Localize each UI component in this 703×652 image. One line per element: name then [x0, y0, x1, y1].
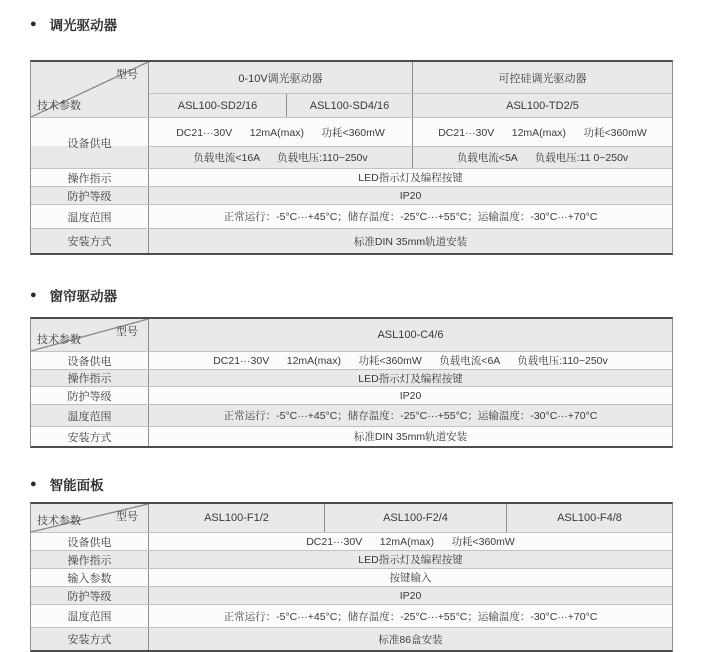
- power-subrow-load: [149, 146, 672, 168]
- value-temperature: 正常运行：-5°C···+45°C；储存温度：-25°C···+55°C；运输温度：-30°C···+70°C: [223, 410, 598, 422]
- table-row-mounting: [31, 627, 672, 650]
- corner-cell: [31, 62, 149, 117]
- row-label-temperature: 温度范围: [31, 605, 149, 627]
- table-row-protection: [31, 386, 672, 404]
- value-power: DC21···30V 12mA(max) 功耗<360mW 负载电流<6A 负载电压:110~250v: [213, 355, 608, 367]
- table-row-temperature: [31, 404, 672, 426]
- table-row-input: [31, 568, 672, 586]
- corner-cell: [31, 504, 149, 532]
- table-row-power: [31, 532, 672, 550]
- row-label-protection: 防护等级: [31, 387, 149, 404]
- dimmer-driver-spec-table: [30, 60, 673, 255]
- row-label-operation: 操作指示: [31, 370, 149, 386]
- table-row-power: [31, 117, 672, 168]
- section-title-dimmer-driver: [30, 14, 673, 34]
- row-label-operation: 操作指示: [31, 551, 149, 568]
- table-row-operation: [31, 550, 672, 568]
- value-mounting: 标准86盒安装: [378, 633, 443, 646]
- value-operation: LED指示灯及编程按键: [358, 172, 463, 184]
- curtain-driver-spec-table: [30, 317, 673, 448]
- value-power: DC21···30V 12mA(max) 功耗<360mW: [306, 536, 515, 548]
- row-label-power: 设备供电: [31, 352, 149, 369]
- value-operation: LED指示灯及编程按键: [358, 372, 463, 385]
- corner-label-model: 型号: [116, 511, 138, 523]
- section-title-text: 智能面板: [49, 478, 104, 493]
- table-row-temperature: [31, 604, 672, 627]
- row-label-protection: 防护等级: [31, 587, 149, 604]
- value-power-load-0-10v: 负载电流<16A 负载电压:110~250v: [193, 152, 368, 164]
- bullet-icon: ●: [30, 17, 37, 30]
- value-temperature: 正常运行：-5°C···+45°C；储存温度：-25°C···+55°C；运输温度：-30°C···+70°C: [223, 211, 598, 223]
- value-power-supply-0-10v: DC21···30V 12mA(max) 功耗<360mW: [176, 126, 385, 139]
- model-header-c4-6: ASL100-C4/6: [149, 319, 672, 351]
- corner-label-model: 型号: [116, 326, 138, 338]
- row-label-input: 输入参数: [31, 569, 149, 586]
- row-label-mounting: 安装方式: [31, 427, 149, 446]
- table-row-temperature: [31, 204, 672, 228]
- table-header: [31, 504, 672, 532]
- model-header-f1-2: ASL100-F1/2: [149, 504, 324, 532]
- corner-label-params: 技术参数: [37, 515, 81, 527]
- corner-label-model: 型号: [116, 69, 138, 81]
- row-label-power: 设备供电: [31, 118, 149, 168]
- bullet-icon: ●: [30, 288, 37, 301]
- table-row-protection: [31, 186, 672, 204]
- section-title-text: 调光驱动器: [49, 18, 118, 33]
- group-header-scr: 可控硅调光驱动器: [412, 62, 672, 93]
- table-row-protection: [31, 586, 672, 604]
- table-header: [31, 319, 672, 351]
- row-label-operation: 操作指示: [31, 169, 149, 186]
- corner-cell: [31, 319, 149, 351]
- value-protection: IP20: [399, 389, 422, 402]
- section-title-smart-panel: [30, 474, 673, 494]
- model-header-row: [149, 93, 672, 117]
- value-input: 按键输入: [389, 572, 432, 584]
- row-label-protection: 防护等级: [31, 187, 149, 204]
- section-title-curtain-driver: [30, 285, 673, 305]
- model-header-td2-5: ASL100-TD2/5: [412, 94, 672, 117]
- power-values: [149, 118, 672, 168]
- row-label-mounting: 安装方式: [31, 229, 149, 253]
- value-mounting: 标准DIN 35mm轨道安装: [353, 235, 468, 248]
- group-header-0-10v: 0-10V调光驱动器: [238, 72, 323, 85]
- value-temperature: 正常运行：-5°C···+45°C；储存温度：-25°C···+55°C；运输温度：-30°C···+70°C: [223, 610, 598, 623]
- value-protection: IP20: [399, 589, 422, 602]
- value-protection: IP20: [399, 189, 422, 202]
- section-title-text: 窗帘驱动器: [49, 289, 118, 304]
- corner-label-params: 技术参数: [37, 100, 81, 112]
- group-header-row: [149, 62, 672, 93]
- row-label-mounting: 安装方式: [31, 628, 149, 650]
- table-row-operation: [31, 168, 672, 186]
- value-power-supply-scr: DC21···30V 12mA(max) 功耗<360mW: [412, 118, 672, 146]
- table-row-operation: [31, 369, 672, 386]
- table-header: [31, 62, 672, 117]
- model-header-sd4-16: ASL100-SD4/16: [286, 94, 412, 117]
- table-row-mounting: [31, 426, 672, 446]
- corner-label-params: 技术参数: [37, 334, 81, 346]
- model-header-f4-8: ASL100-F4/8: [506, 504, 672, 532]
- row-label-temperature: 温度范围: [31, 405, 149, 426]
- value-power-load-scr: 负载电流<5A 负载电压:11 0~250v: [412, 147, 672, 168]
- power-subrow-supply: [149, 118, 672, 146]
- table-row-mounting: [31, 228, 672, 253]
- bullet-icon: ●: [30, 477, 37, 490]
- table-row-power: [31, 351, 672, 369]
- value-mounting: 标准DIN 35mm轨道安装: [353, 431, 468, 443]
- row-label-temperature: 温度范围: [31, 205, 149, 228]
- row-label-power: 设备供电: [31, 533, 149, 550]
- value-operation: LED指示灯及编程按键: [358, 554, 463, 566]
- model-header-f2-4: ASL100-F2/4: [324, 504, 506, 532]
- header-right: [149, 62, 672, 117]
- smart-panel-spec-table: [30, 502, 673, 652]
- model-header-sd2-16: ASL100-SD2/16: [177, 99, 258, 112]
